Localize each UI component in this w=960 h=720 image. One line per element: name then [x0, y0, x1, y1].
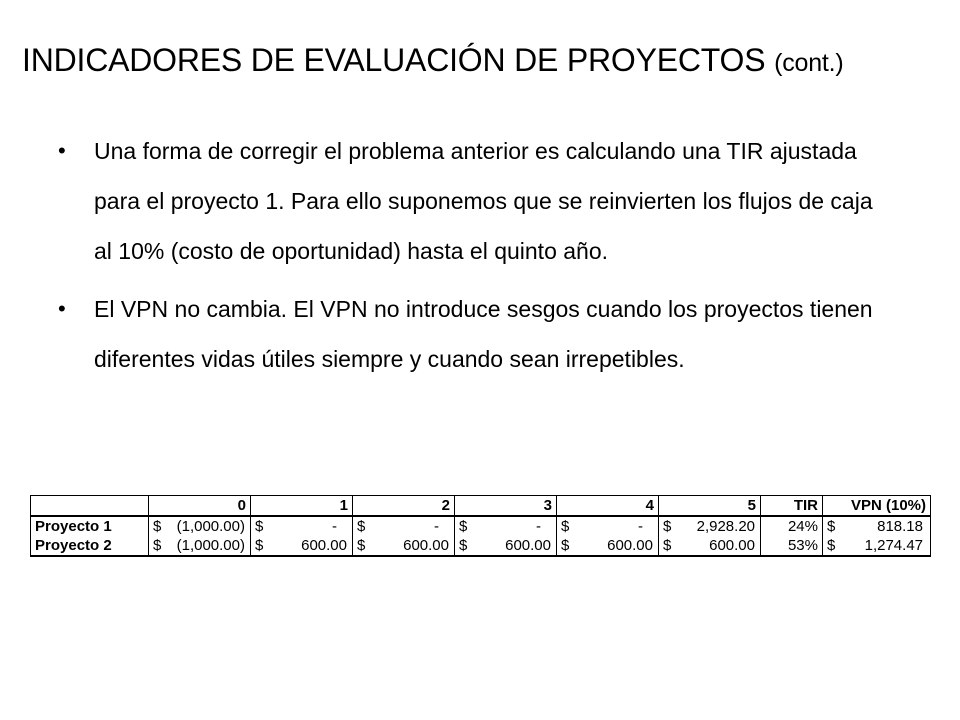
- table-cell: $ 600.00: [455, 536, 557, 556]
- row-label: Proyecto 2: [31, 536, 149, 556]
- table-cell: $ (1,000.00): [149, 536, 251, 556]
- bullet-marker: •: [58, 138, 66, 163]
- table-header-cell: 2: [353, 496, 455, 517]
- table-header-cell: VPN (10%): [823, 496, 931, 517]
- table-cell: $ -: [557, 516, 659, 536]
- slide-title: [22, 40, 844, 83]
- vpn-cell: $ 1,274.47: [823, 536, 931, 556]
- table-cell: $ 600.00: [353, 536, 455, 556]
- bullet-text: Una forma de corregir el problema anterior es calculando una TIR ajustada para el proyecto 1. Para ello suponemos que se reinvierten los flujos de caja al 10% (costo de oportunidad) hasta el quinto año.: [94, 138, 873, 264]
- table-header-cell: 1: [251, 496, 353, 517]
- table-cell: $ -: [455, 516, 557, 536]
- table-row: [31, 516, 931, 536]
- table-row: [31, 536, 931, 556]
- bullet-item: [58, 126, 878, 276]
- table-cell: $ (1,000.00): [149, 516, 251, 536]
- table-cell: $ -: [251, 516, 353, 536]
- bullet-list: [58, 126, 878, 392]
- table-cell: $ 600.00: [251, 536, 353, 556]
- tir-cell: 24%: [761, 516, 823, 536]
- slide-title-suffix: (cont.): [774, 49, 844, 77]
- bullet-item: [58, 284, 878, 384]
- table-header-cell: TIR: [761, 496, 823, 517]
- table-cell: $ 2,928.20: [659, 516, 761, 536]
- row-label: Proyecto 1: [31, 516, 149, 536]
- table-header-cell: 0: [149, 496, 251, 517]
- bullet-text: El VPN no cambia. El VPN no introduce sesgos cuando los proyectos tienen diferentes vidas útiles siempre y cuando sean irrepetibles.: [94, 296, 873, 372]
- vpn-cell: $ 818.18: [823, 516, 931, 536]
- bullet-marker: •: [58, 296, 66, 321]
- table-header-cell: [31, 496, 149, 517]
- table-cell: $ 600.00: [557, 536, 659, 556]
- table-header-cell: 5: [659, 496, 761, 517]
- table-cell: $ 600.00: [659, 536, 761, 556]
- tir-cell: 53%: [761, 536, 823, 556]
- table-header-cell: 3: [455, 496, 557, 517]
- table-cell: $ -: [353, 516, 455, 536]
- table-header-cell: 4: [557, 496, 659, 517]
- slide-title-main: INDICADORES DE EVALUACIÓN DE PROYECTOS: [22, 42, 766, 78]
- table-header-row: [31, 496, 931, 517]
- cashflow-table: [30, 495, 931, 557]
